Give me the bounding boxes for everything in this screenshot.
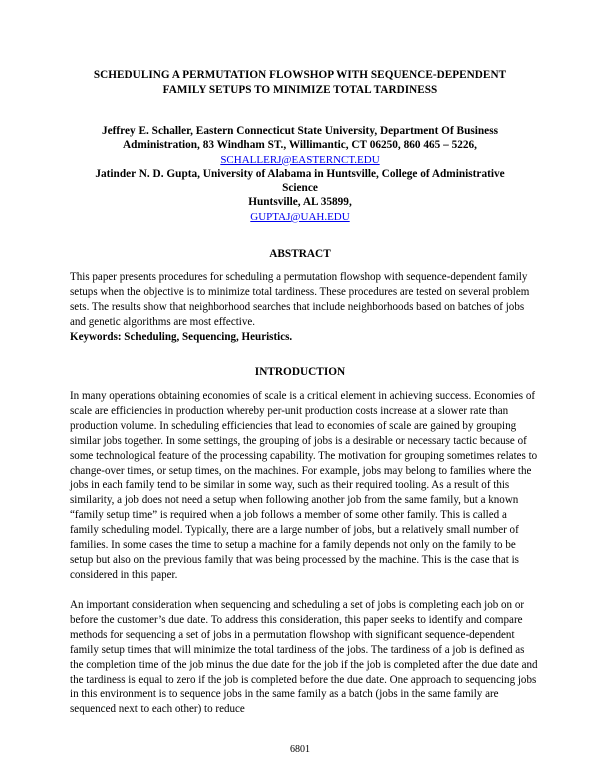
author1-line-2: Administration, 83 Windham ST., Willimantic, CT 06250, 860 465 – 5226, <box>122 139 478 152</box>
paper-title <box>60 68 540 98</box>
author2-email-link[interactable]: GUPTAJ@UAH.EDU <box>250 210 350 223</box>
abstract-body <box>70 270 538 345</box>
author2-line-2: Science <box>282 182 318 195</box>
author1-email-link[interactable]: SCHALLERJ@EASTERNCT.EDU <box>220 153 380 166</box>
introduction-paragraph-1: In many operations obtaining economies of scale is a critical element in achieving success. Economies of scale are efficiencies in production whereby per-unit production costs increase at a slower rate than production volume. In scheduling efficiencies that lead to economies of scale are gained by grouping similar jobs together. In some settings, the grouping of jobs is a desirable or necessary tactic because of some technological feature of the processing capability. The motivation for grouping sometimes relates to change-over times, or setup times, on the machines. For example, jobs may belong to families where the jobs in each family tend to be similar in some way, such as their required tooling. As a result of this similarity, a job does not need a setup when following another job from the same family, but a known “family setup time” is required when a job follows a member of some other family. This is called a family scheduling model. Typically, there are a large number of jobs, but a relatively small number of families. In some cases the time to setup a machine for a family depends not only on the family to be setup but also on the previous family that was being processed by the machine. This is the case that is considered in this paper. <box>70 390 538 581</box>
introduction-paragraph-2: An important consideration when sequencing and scheduling a set of jobs is completing each job on or before the customer’s due date. To address this consideration, this paper seeks to identify and compare methods for sequencing a set of jobs in a permutation flowshop with significant sequence-dependent family setup times that will minimize the total tardiness of the jobs. The tardiness of a job is defined as the completion time of the job minus the due date for the job if the job is completed after the due date and the tardiness is equal to zero if the job is completed before the due date. One approach to sequencing jobs in this environment is to sequence jobs in the same family as a batch (jobs in the same family are sequenced next to each other) to reduce <box>70 599 538 716</box>
author2-line-1: Jatinder N. D. Gupta, University of Alabama in Huntsville, College of Administrative <box>95 167 505 180</box>
author2-line-3: Huntsville, AL 35899, <box>248 196 352 209</box>
author1-line-1: Jeffrey E. Schaller, Eastern Connecticut State University, Department Of Business <box>102 125 498 137</box>
author-block <box>80 124 520 224</box>
introduction-heading: INTRODUCTION <box>254 366 346 378</box>
abstract-heading: ABSTRACT <box>269 248 331 260</box>
abstract-text: This paper presents procedures for scheduling a permutation flowshop with sequence-dependent family setups when the objective is to minimize total tardiness. These procedures are tested on several problem sets. The results show that neighborhood searches that include neighborhoods based on batches of jobs and genetic algorithms are most effective. <box>70 271 530 328</box>
title-line-1: SCHEDULING A PERMUTATION FLOWSHOP WITH SEQUENCE-DEPENDENT <box>93 69 507 81</box>
page-number: 6801 <box>290 744 310 755</box>
keywords: Keywords: Scheduling, Sequencing, Heuristics. <box>70 330 293 343</box>
title-line-2: FAMILY SETUPS TO MINIMIZE TOTAL TARDINESS <box>162 84 438 96</box>
